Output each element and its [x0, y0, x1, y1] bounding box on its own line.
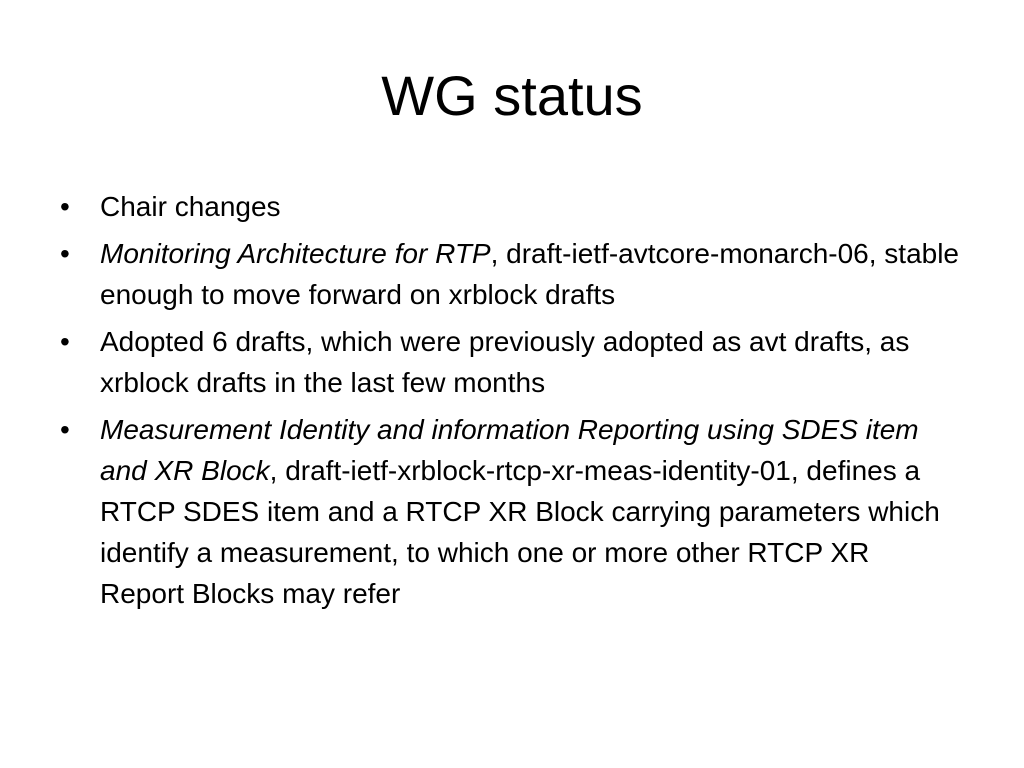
bullet-text: , draft-ietf-xrblock-rtcp-xr-meas-identity-01, defines a RTCP SDES item and a RTCP XR Block carrying parameters which identify a measurement, to which one or more other RTCP XR Report Blocks may refer: [100, 455, 940, 609]
bullet-text: Chair changes: [100, 191, 281, 222]
bullet-item-monarch: [60, 233, 960, 315]
draft-title: Measurement Identity and information Reporting using SDES item and XR Block: [100, 414, 919, 486]
bullet-icon: •: [60, 326, 70, 357]
bullet-item-meas-identity: [60, 409, 960, 614]
slide-title: WG status: [381, 64, 643, 127]
draft-title: Monitoring Architecture for RTP: [100, 238, 491, 269]
bullet-item-chair-changes: [60, 186, 960, 227]
bullet-item-adopted-drafts: [60, 321, 960, 403]
bullet-text: Adopted 6 drafts, which were previously adopted as avt drafts, as xrblock drafts in the last few months: [100, 326, 910, 398]
bullet-icon: •: [60, 414, 70, 445]
bullet-icon: •: [60, 238, 70, 269]
bullet-icon: •: [60, 191, 70, 222]
bullet-list: [60, 186, 960, 620]
bullet-text: , draft-ietf-avtcore-monarch-06, stable enough to move forward on xrblock drafts: [100, 238, 960, 310]
